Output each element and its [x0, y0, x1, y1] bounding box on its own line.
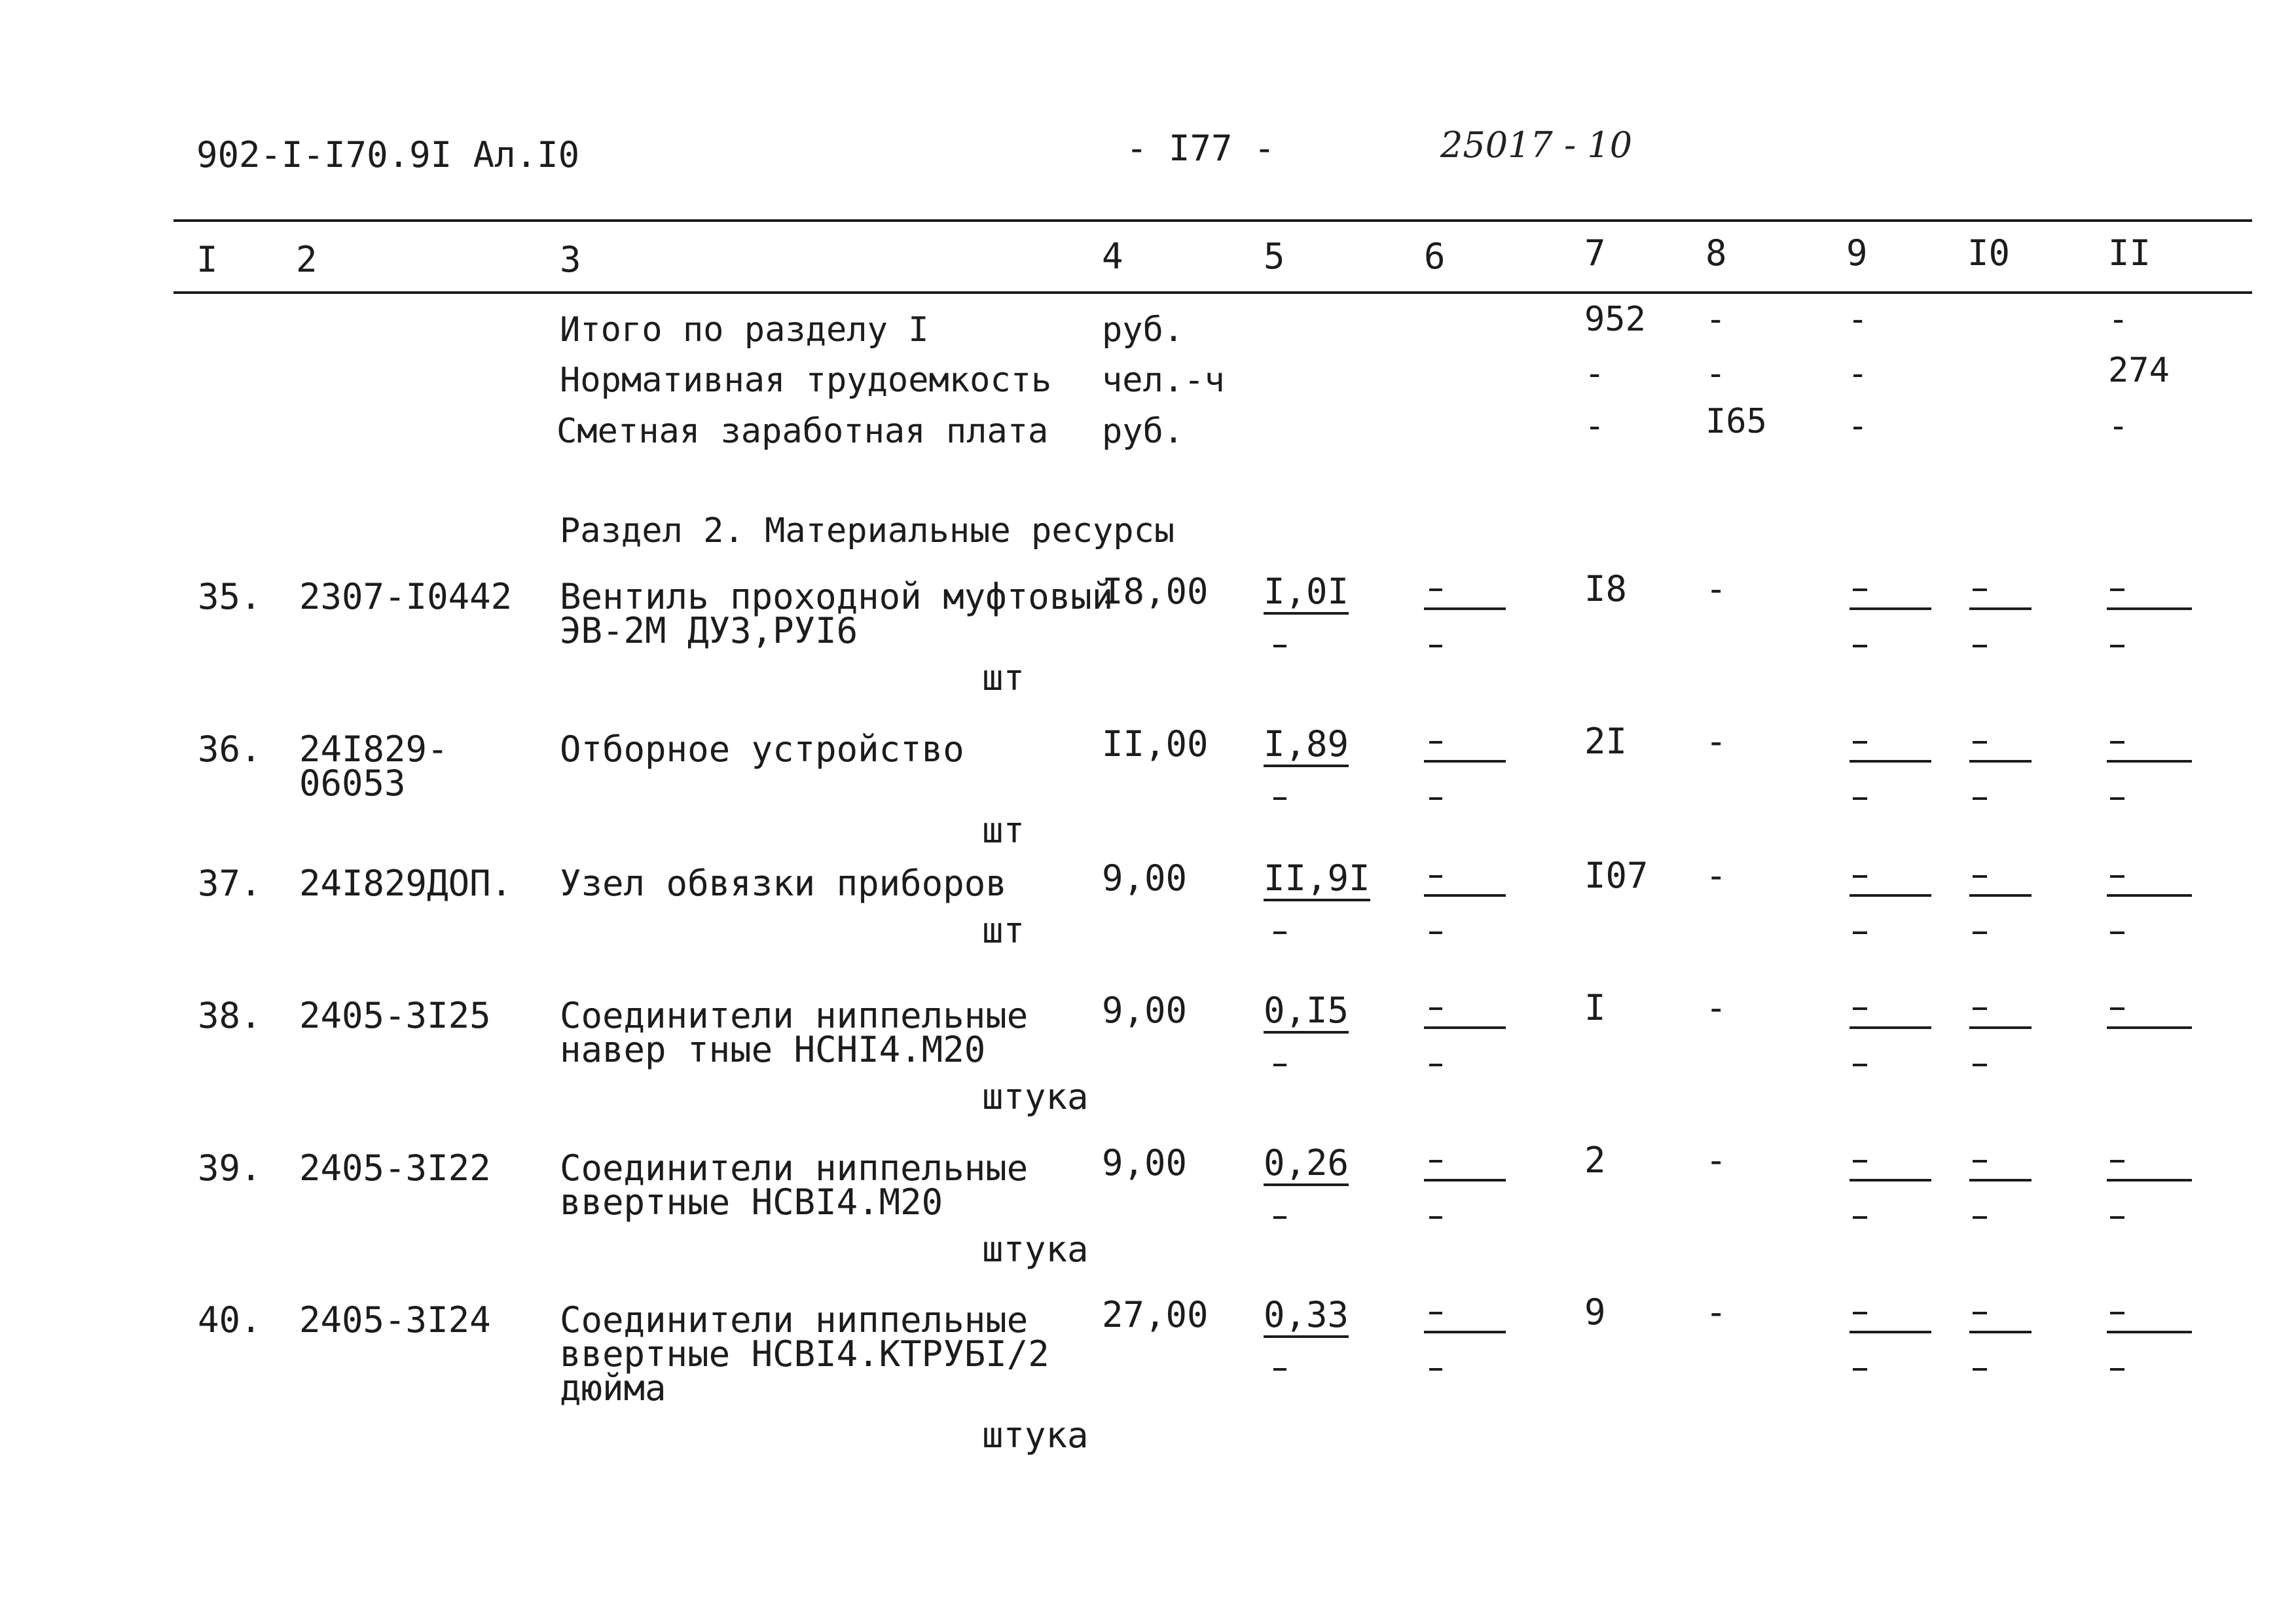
dash-mark: [2110, 1312, 2124, 1314]
dash-mark: [1853, 588, 1867, 591]
document-code: 902-I-I70.9I Ал.I0: [196, 134, 580, 175]
dash-mark: [1973, 645, 1987, 647]
table-header-rule: [173, 291, 2252, 294]
totals-c8: I65: [1705, 402, 1767, 441]
totals-c9: -: [1848, 300, 1868, 339]
column-header: 9: [1846, 232, 1868, 274]
dash-mark: [1424, 607, 1506, 610]
dash-mark: [1429, 645, 1442, 647]
dash-mark: [1273, 645, 1286, 647]
item-unit: штука: [982, 1076, 1089, 1117]
item-quantity: 9,00: [1102, 1142, 1188, 1183]
dash-mark: [1850, 1026, 1931, 1029]
totals-c11: -: [2108, 300, 2129, 339]
dash-mark: [2110, 797, 2124, 800]
item-quantity: I8,00: [1102, 571, 1209, 612]
dash-mark: [1273, 1216, 1286, 1219]
item-name: Вентиль проходной муфтовый: [560, 576, 1114, 617]
totals-unit: руб.: [1102, 412, 1184, 451]
dash-mark: [1853, 645, 1867, 647]
totals-label: Сметная заработная плата: [556, 412, 1049, 451]
totals-c11: 274: [2108, 351, 2170, 390]
dash-mark: [1429, 1216, 1442, 1219]
dash-mark: [1973, 1216, 1987, 1219]
item-quantity: 27,00: [1102, 1294, 1209, 1335]
dash-mark: [1853, 1160, 1867, 1163]
item-name: Соединители ниппельные: [560, 1147, 1029, 1189]
item-code: 24I829-: [299, 729, 448, 770]
dash-mark: [1273, 931, 1286, 934]
dash-mark: [1429, 588, 1442, 591]
item-code: 06053: [299, 763, 406, 804]
dash-mark: [1853, 931, 1867, 934]
item-number: 35.: [198, 576, 262, 617]
dash-mark: [1853, 1312, 1867, 1314]
item-name: Узел обвязки приборов: [560, 863, 1007, 904]
item-number: 38.: [198, 995, 262, 1036]
item-col7: 2I: [1584, 721, 1628, 762]
column-header: 5: [1264, 236, 1285, 277]
dash-mark: [1969, 894, 2032, 897]
column-header: 8: [1705, 232, 1727, 274]
item-quantity: II,00: [1102, 723, 1209, 765]
item-name: ЭВ-2М ДУЗ,РУI6: [560, 610, 858, 651]
item-unit: штука: [982, 1229, 1089, 1270]
totals-c8: -: [1705, 354, 1726, 393]
item-col8: -: [1705, 568, 1727, 609]
item-col7: 9: [1584, 1291, 1606, 1333]
dash-mark: [2107, 1026, 2192, 1029]
column-header: II: [2108, 232, 2151, 274]
item-name: Отборное устройство: [560, 729, 964, 770]
item-number: 37.: [198, 863, 262, 904]
dash-mark: [2107, 1179, 2192, 1182]
dash-mark: [1429, 875, 1442, 878]
dash-mark: [1429, 1312, 1442, 1314]
dash-mark: [1424, 894, 1506, 897]
dash-mark: [1973, 588, 1987, 591]
item-price: I,0I: [1264, 574, 1349, 615]
dash-mark: [1429, 1160, 1442, 1163]
item-name: Соединители ниппельные: [560, 1299, 1029, 1341]
dash-mark: [1969, 1331, 2032, 1333]
item-col8: -: [1705, 1140, 1727, 1181]
item-col8: -: [1705, 721, 1727, 762]
dash-mark: [2110, 875, 2124, 878]
item-col7: I07: [1584, 855, 1649, 896]
item-name: ввертные НСВI4.М20: [560, 1182, 943, 1223]
dash-mark: [1429, 1007, 1442, 1010]
item-code: 24I829ДОП.: [299, 863, 513, 904]
item-name: навер тные НСНI4.М20: [560, 1029, 986, 1070]
item-number: 36.: [198, 729, 262, 770]
dash-mark: [2110, 645, 2124, 647]
item-name: Соединители ниппельные: [560, 995, 1029, 1036]
dash-mark: [1429, 931, 1442, 934]
dash-mark: [1429, 1368, 1442, 1371]
item-unit: шт: [982, 657, 1025, 698]
dash-mark: [1850, 760, 1931, 763]
item-unit: шт: [982, 810, 1025, 851]
item-col8: -: [1705, 987, 1727, 1028]
dash-mark: [2110, 588, 2124, 591]
dash-mark: [2107, 1331, 2192, 1333]
dash-mark: [2110, 1368, 2124, 1371]
dash-mark: [1853, 1216, 1867, 1219]
dash-mark: [1429, 741, 1442, 744]
dash-mark: [1973, 1007, 1987, 1010]
item-col7: I8: [1584, 568, 1628, 609]
item-col7: I: [1584, 987, 1606, 1028]
item-name: дюйма: [560, 1367, 666, 1409]
totals-label: Нормативная трудоемкость: [560, 361, 1052, 400]
handwritten-stamp-number: 25017 - 10: [1440, 124, 1633, 166]
item-code: 2405-3I25: [299, 995, 491, 1036]
totals-c7: -: [1584, 406, 1605, 446]
dash-mark: [1969, 1026, 2032, 1029]
dash-mark: [1850, 1331, 1931, 1333]
item-number: 39.: [198, 1147, 262, 1189]
dash-mark: [2110, 931, 2124, 934]
item-unit: штука: [982, 1415, 1089, 1456]
column-header: I: [196, 239, 218, 280]
totals-c9: -: [1848, 354, 1868, 393]
dash-mark: [1853, 1007, 1867, 1010]
column-header: 6: [1424, 236, 1446, 277]
totals-unit: чел.-ч: [1102, 361, 1225, 400]
item-code: 2405-3I22: [299, 1147, 491, 1189]
dash-mark: [1853, 797, 1867, 800]
item-name: ввертные НСВI4.КТРУБI/2: [560, 1333, 1049, 1375]
dash-mark: [1424, 760, 1506, 763]
dash-mark: [1973, 875, 1987, 878]
item-unit: шт: [982, 910, 1025, 951]
totals-label: Итого по разделу I: [560, 310, 929, 350]
page-number: - I77 -: [1126, 128, 1275, 169]
dash-mark: [1850, 607, 1931, 610]
section2-title: Раздел 2. Материальные ресурсы: [560, 511, 1175, 550]
totals-c9: -: [1848, 406, 1868, 446]
dash-mark: [1424, 1331, 1506, 1333]
dash-mark: [1969, 1179, 2032, 1182]
totals-c11: -: [2108, 406, 2129, 446]
dash-mark: [2107, 760, 2192, 763]
dash-mark: [1273, 1064, 1286, 1066]
dash-mark: [1853, 1064, 1867, 1066]
dash-mark: [2110, 1007, 2124, 1010]
dash-mark: [1429, 1064, 1442, 1066]
dash-mark: [1850, 894, 1931, 897]
item-col7: 2: [1584, 1140, 1606, 1181]
dash-mark: [1973, 1368, 1987, 1371]
dash-mark: [1853, 1368, 1867, 1371]
totals-unit: руб.: [1102, 310, 1184, 350]
dash-mark: [2110, 1160, 2124, 1163]
dash-mark: [1424, 1026, 1506, 1029]
totals-c8: -: [1705, 300, 1726, 339]
dash-mark: [1973, 1312, 1987, 1314]
column-header: I0: [1967, 232, 2011, 274]
dash-mark: [1973, 931, 1987, 934]
dash-mark: [1973, 1064, 1987, 1066]
item-code: 2307-I0442: [299, 576, 513, 617]
item-quantity: 9,00: [1102, 857, 1188, 899]
dash-mark: [1850, 1179, 1931, 1182]
item-col8: -: [1705, 1291, 1727, 1333]
dash-mark: [1429, 797, 1442, 800]
dash-mark: [1973, 1160, 1987, 1163]
item-price: 0,33: [1264, 1297, 1349, 1338]
item-code: 2405-3I24: [299, 1299, 491, 1341]
item-price: II,9I: [1264, 861, 1370, 901]
item-number: 40.: [198, 1299, 262, 1341]
column-header: 7: [1584, 232, 1606, 274]
dash-mark: [2110, 1216, 2124, 1219]
dash-mark: [1424, 1179, 1506, 1182]
dash-mark: [2107, 607, 2192, 610]
column-header: 2: [296, 239, 318, 280]
totals-c7: -: [1584, 354, 1605, 393]
column-header: 3: [560, 239, 581, 280]
dash-mark: [2110, 741, 2124, 744]
table-top-rule: [173, 219, 2252, 222]
dash-mark: [2107, 894, 2192, 897]
dash-mark: [1973, 741, 1987, 744]
dash-mark: [1273, 1368, 1286, 1371]
dash-mark: [1853, 741, 1867, 744]
dash-mark: [1969, 607, 2032, 610]
item-price: 0,26: [1264, 1146, 1349, 1186]
dash-mark: [1969, 760, 2032, 763]
dash-mark: [1853, 875, 1867, 878]
item-col8: -: [1705, 855, 1727, 896]
item-quantity: 9,00: [1102, 990, 1188, 1031]
item-price: I,89: [1264, 727, 1349, 767]
column-header: 4: [1102, 236, 1123, 277]
dash-mark: [1273, 797, 1286, 800]
item-price: 0,I5: [1264, 993, 1349, 1034]
totals-c7: 952: [1584, 300, 1646, 339]
dash-mark: [1973, 797, 1987, 800]
